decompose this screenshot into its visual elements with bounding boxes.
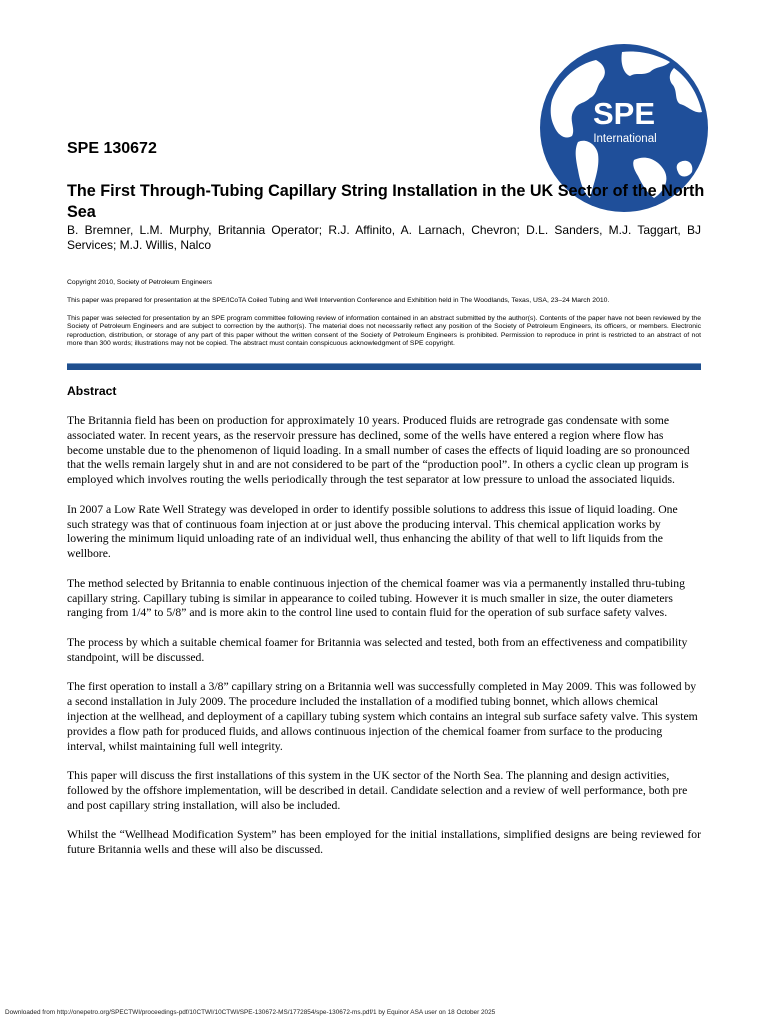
paper-title: The First Through-Tubing Capillary String Installation in the UK Sector of the North Sea (67, 182, 705, 221)
author-list: B. Bremner, L.M. Murphy, Britannia Operator; R.J. Affinito, A. Larnach, Chevron; D.L. Sanders, M.J. Taggart, BJ Services; M.J. Willis, Nalco (67, 223, 701, 252)
abstract-paragraph: The method selected by Britannia to enable continuous injection of the chemical foamer was via a permanently installed thru-tubing capillary string. Capillary tubing is similar in appearance to coiled tubing. However it is much smaller in size, the outer diameters ranging from 1/4” to 5/8” and is more akin to the control line used to contain fluid for the operation of sub surface safety valves. (67, 576, 685, 620)
logo-subtext: International (593, 133, 657, 145)
abstract-paragraph: The first operation to install a 3/8” capillary string on a Britannia well was successfully completed in May 2009. This was followed by a second installation in July 2009. The procedure included the installation of a modified tubing bonnet, which allows chemical injection at the wellhead, and deployment of a capillary tubing system which contains an integral sub surface safety valve. This system provides a flow path for produced fluids, and allows continuous injection of the chemical foamer from surface to the producing interval, whilst maintaining full well integrity. (67, 680, 698, 753)
download-footer: Downloaded from http://onepetro.org/SPECTWI/proceedings-pdf/10CTWI/10CTWI/SPE-130672-MS/1772854/spe-130672-ms.pdf/1 by Equinor ASA user on 18 October 2025 (5, 1009, 496, 1016)
copyright-notice: Copyright 2010, Society of Petroleum Engineers (67, 279, 213, 286)
selection-notice: This paper was selected for presentation by an SPE program committee following review of information contained in an abstract submitted by the author(s). Contents of the paper have not been reviewed by the Society of Petroleum Engineers and are subject to correction by the author(s). The material does not necessarily reflect any position of the Society of Petroleum Engineers, its officers, or members. Electronic reproduction, distribution, or storage of any part of this paper without the written consent of the Society of Petroleum Engineers is prohibited. Permission to reproduce in print is restricted to an abstract of not more than 300 words; illustrations may not be copied. The abstract must contain conspicuous acknowledgment of SPE copyright. (67, 315, 701, 347)
abstract-paragraph: The process by which a suitable chemical foamer for Britannia was selected and tested, both from an effectiveness and compatibility standpoint, will be discussed. (67, 635, 688, 664)
abstract-paragraph: This paper will discuss the first installations of this system in the UK sector of the North Sea. The planning and design activities, followed by the offshore implementation, will be described in detail. Candidate selection and a review of well performance, both pre and post capillary string installation, will also be included. (67, 769, 688, 812)
abstract-heading: Abstract (67, 384, 117, 398)
presentation-notice: This paper was prepared for presentation at the SPE/ICoTA Coiled Tubing and Well Intervention Conference and Exhibition held in The Woodlands, Texas, USA, 23–24 March 2010. (67, 297, 610, 304)
abstract-paragraph: The Britannia field has been on production for approximately 10 years. Produced fluids are retrograde gas condensate with some associated water. In recent years, as the reservoir pressure has declined, some of the wells have entered a region where flow has become unstable due to the phenomenon of liquid loading. In a small number of cases the effects of liquid loading are so pronounced that the wells remain largely shut in and are not considered to be part of the “production pool”. In others a cyclic clean up program is employed which involves routing the wells periodically through the test separator at low pressure to unload the associated liquids. (67, 414, 690, 487)
abstract-body (67, 414, 701, 873)
abstract-paragraph: In 2007 a Low Rate Well Strategy was developed in order to identify possible solutions to address this issue of liquid loading. One such strategy was that of continuous foam injection at or just above the producing interval. This chemical application works by lowering the minimum liquid unloading rate of an individual well, thus enhancing the ability of that well to lift liquids from the wellbore. (67, 502, 678, 561)
logo-brand: SPE (592, 96, 656, 131)
abstract-paragraph: Whilst the “Wellhead Modification System” has been employed for the initial installations, simplified designs are being reviewed for future Britannia wells and these will also be discussed. (67, 828, 701, 857)
section-divider (67, 363, 701, 370)
paper-number: SPE 130672 (67, 140, 157, 157)
